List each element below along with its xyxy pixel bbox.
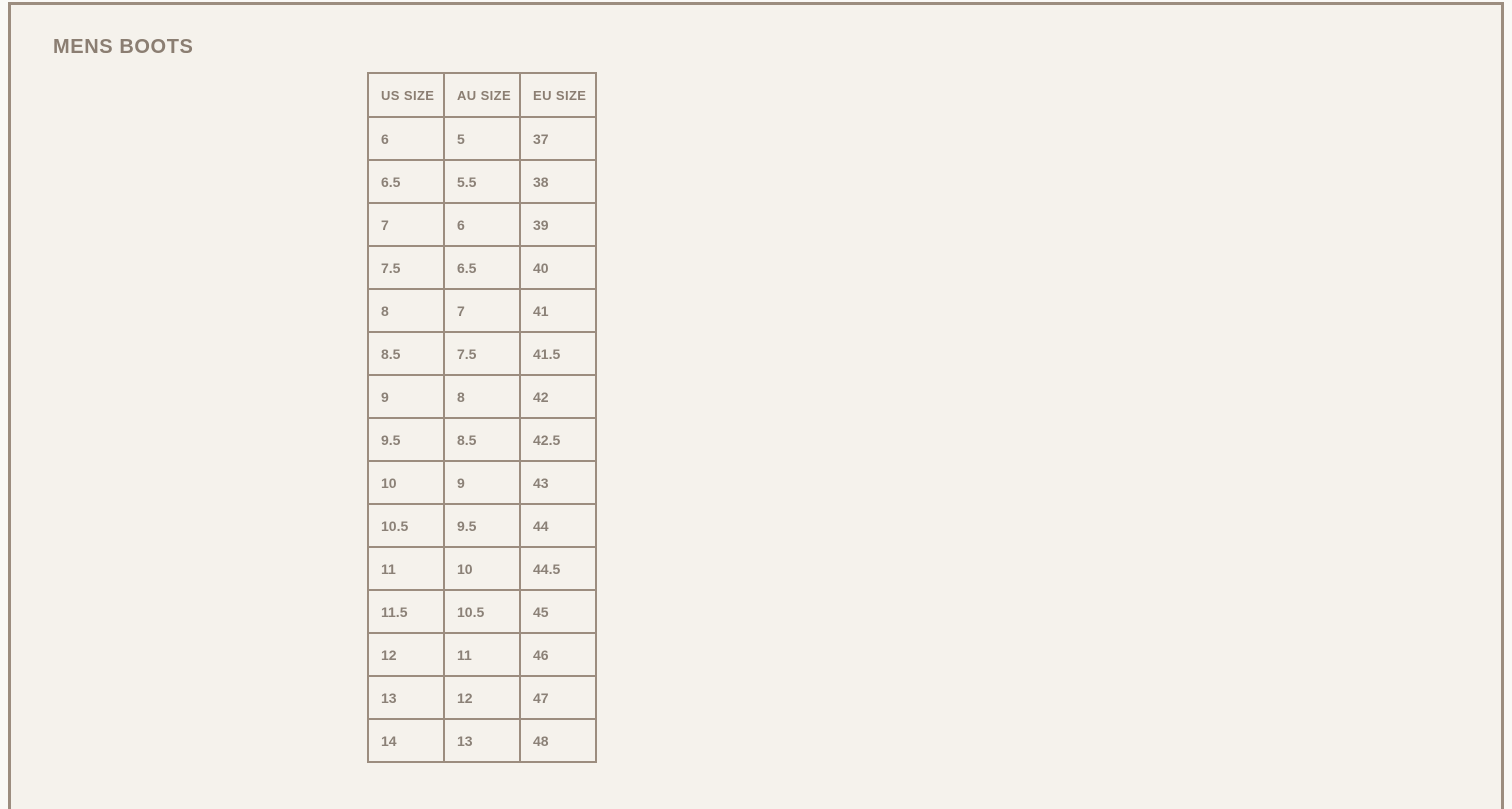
size-cell: 37 <box>520 117 596 160</box>
size-cell: 6.5 <box>444 246 520 289</box>
page-frame <box>8 2 1504 809</box>
size-cell: 41 <box>520 289 596 332</box>
table-row <box>368 633 596 676</box>
size-cell: 12 <box>444 676 520 719</box>
size-cell: 13 <box>368 676 444 719</box>
size-chart-table <box>367 72 597 763</box>
table-row <box>368 676 596 719</box>
table-row <box>368 160 596 203</box>
table-row <box>368 418 596 461</box>
table-row <box>368 117 596 160</box>
size-cell: 9.5 <box>444 504 520 547</box>
size-cell: 6 <box>368 117 444 160</box>
size-cell: 47 <box>520 676 596 719</box>
size-cell: 39 <box>520 203 596 246</box>
table-row <box>368 289 596 332</box>
size-cell: 8.5 <box>368 332 444 375</box>
column-header: US SIZE <box>368 73 444 117</box>
size-cell: 8 <box>444 375 520 418</box>
size-cell: 9 <box>368 375 444 418</box>
size-cell: 5 <box>444 117 520 160</box>
size-cell: 7 <box>444 289 520 332</box>
column-header: AU SIZE <box>444 73 520 117</box>
size-cell: 10 <box>444 547 520 590</box>
size-cell: 11 <box>368 547 444 590</box>
size-cell: 7.5 <box>368 246 444 289</box>
size-cell: 10.5 <box>444 590 520 633</box>
size-chart-body <box>368 117 596 762</box>
table-row <box>368 203 596 246</box>
size-cell: 45 <box>520 590 596 633</box>
size-cell: 43 <box>520 461 596 504</box>
size-cell: 44 <box>520 504 596 547</box>
size-cell: 6 <box>444 203 520 246</box>
column-header: EU SIZE <box>520 73 596 117</box>
size-cell: 38 <box>520 160 596 203</box>
size-cell: 42 <box>520 375 596 418</box>
table-row <box>368 590 596 633</box>
size-cell: 7.5 <box>444 332 520 375</box>
size-cell: 40 <box>520 246 596 289</box>
table-row <box>368 504 596 547</box>
size-cell: 44.5 <box>520 547 596 590</box>
size-cell: 41.5 <box>520 332 596 375</box>
table-row <box>368 719 596 762</box>
size-cell: 8.5 <box>444 418 520 461</box>
size-cell: 14 <box>368 719 444 762</box>
size-cell: 5.5 <box>444 160 520 203</box>
size-cell: 11 <box>444 633 520 676</box>
size-cell: 7 <box>368 203 444 246</box>
size-cell: 11.5 <box>368 590 444 633</box>
size-cell: 12 <box>368 633 444 676</box>
table-row <box>368 375 596 418</box>
size-cell: 9.5 <box>368 418 444 461</box>
size-chart-header <box>368 73 596 117</box>
size-cell: 46 <box>520 633 596 676</box>
size-cell: 6.5 <box>368 160 444 203</box>
table-row <box>368 332 596 375</box>
size-cell: 48 <box>520 719 596 762</box>
size-cell: 8 <box>368 289 444 332</box>
table-row <box>368 547 596 590</box>
size-cell: 42.5 <box>520 418 596 461</box>
size-cell: 9 <box>444 461 520 504</box>
table-row <box>368 246 596 289</box>
size-cell: 10.5 <box>368 504 444 547</box>
page-title: MENS BOOTS <box>53 36 194 58</box>
size-cell: 13 <box>444 719 520 762</box>
table-row <box>368 461 596 504</box>
size-cell: 10 <box>368 461 444 504</box>
header-row <box>368 73 596 117</box>
